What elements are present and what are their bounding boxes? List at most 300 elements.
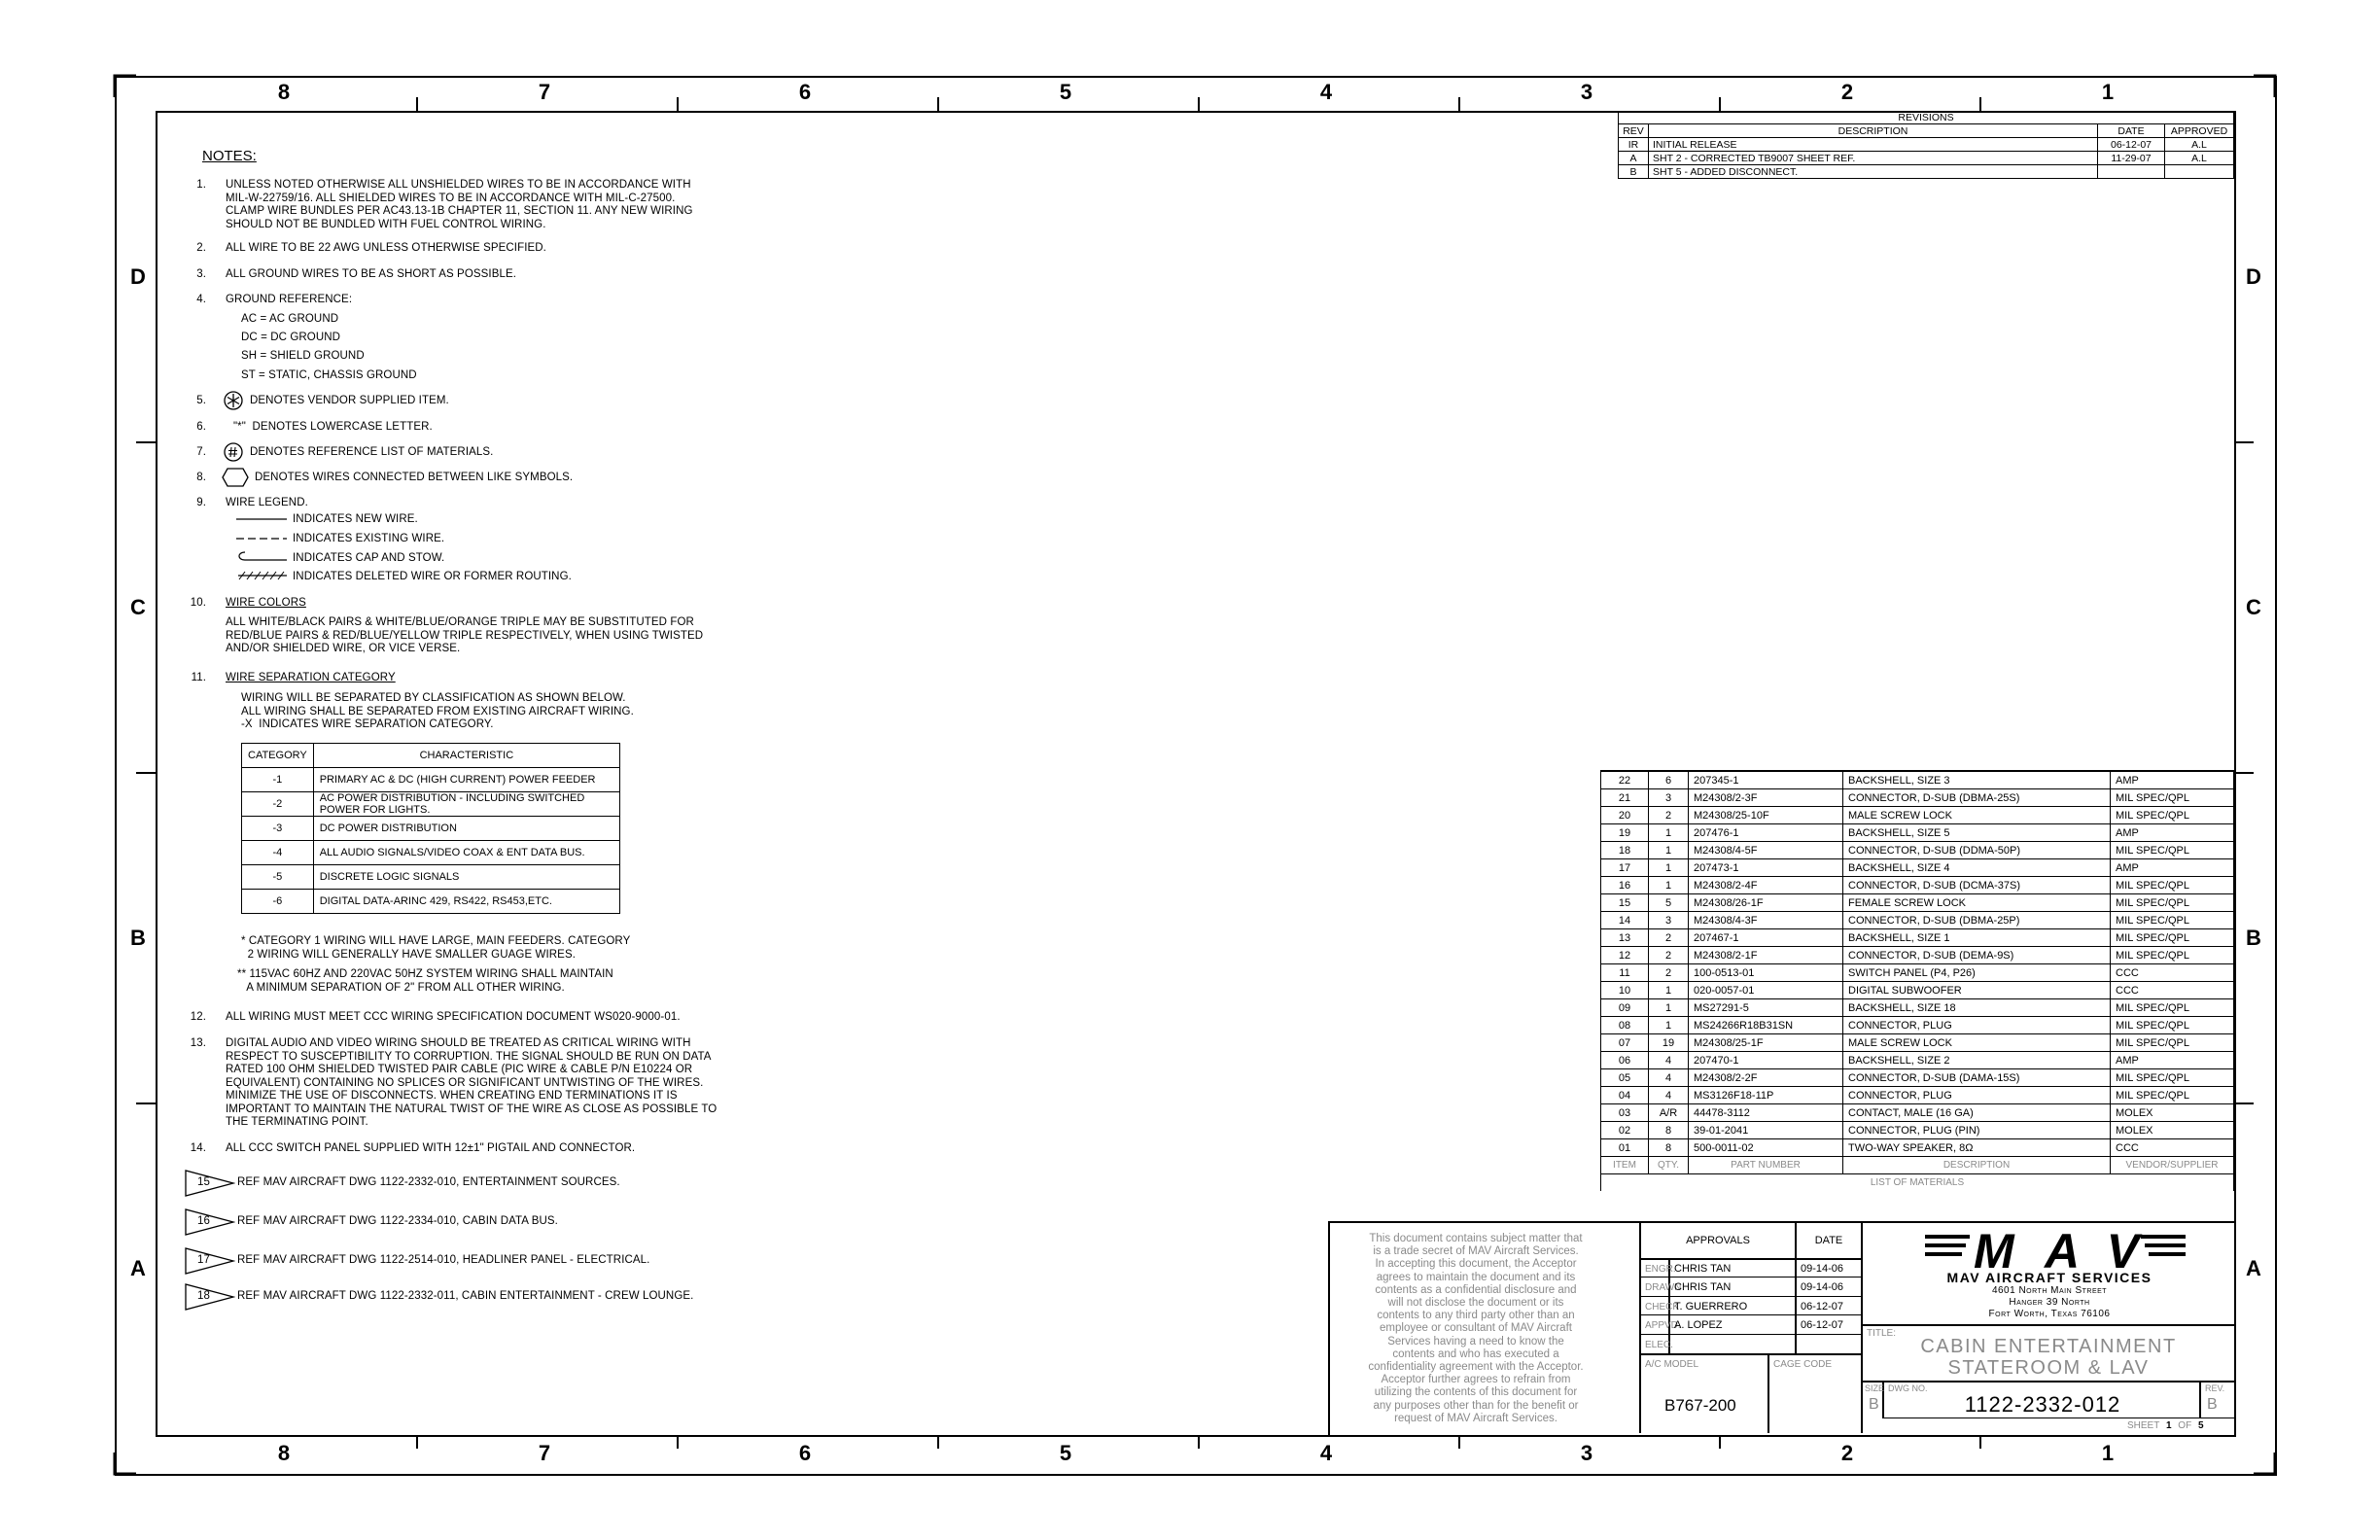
flag-icon xyxy=(185,1283,235,1311)
flag-number: 17 xyxy=(197,1254,210,1266)
zone-tick xyxy=(416,97,418,111)
hexagon-symbol-icon xyxy=(222,467,249,488)
qty-cell: 4 xyxy=(1649,1069,1689,1087)
qty-cell: 2 xyxy=(1649,947,1689,964)
description-cell: CONNECTOR, D-SUB (DAMA-15S) xyxy=(1843,1069,2111,1087)
flag-icon xyxy=(185,1208,235,1236)
note-number: 5. xyxy=(196,395,206,406)
part-number-cell: M24308/2-1F xyxy=(1689,947,1843,964)
description-cell: TWO-WAY SPEAKER, 8Ω xyxy=(1843,1139,2111,1157)
note-number: 12. xyxy=(190,1011,206,1023)
note-number: 10. xyxy=(190,597,206,609)
table-header: DATE xyxy=(2098,124,2165,138)
item-cell: 01 xyxy=(1601,1139,1649,1157)
rev-cell: B xyxy=(1619,165,1649,179)
approval-role: APPVD. xyxy=(1645,1320,1681,1331)
item-cell: 09 xyxy=(1601,999,1649,1017)
divider xyxy=(1863,1381,2234,1382)
zone-col-label: 1 xyxy=(2101,1441,2115,1465)
item-cell: 12 xyxy=(1601,947,1649,964)
vendor-cell: MOLEX xyxy=(2111,1122,2234,1139)
approval-role: ENGR. xyxy=(1645,1264,1676,1275)
description-cell: CONNECTOR, D-SUB (DBMA-25P) xyxy=(1843,912,2111,929)
table-row xyxy=(1601,982,2234,999)
table-header: DESCRIPTION xyxy=(1649,124,2098,138)
reference-text: REF MAV AIRCRAFT DWG 1122-2334-010, CABIN DATA BUS. xyxy=(237,1215,558,1227)
zone-tick xyxy=(1458,97,1460,111)
category-cell: -5 xyxy=(242,865,314,890)
note-text: WIRE LEGEND. xyxy=(226,497,308,508)
table-row xyxy=(1601,929,2234,947)
table-row xyxy=(1601,1069,2234,1087)
approval-date: 06-12-07 xyxy=(1801,1319,1844,1331)
description-cell: SHT 5 - ADDED DISCONNECT. xyxy=(1649,165,2098,179)
note-text: ALL GROUND WIRES TO BE AS SHORT AS POSSIBLE. xyxy=(226,268,517,280)
reference-text: REF MAV AIRCRAFT DWG 1122-2514-010, HEADLINER PANEL - ELECTRICAL. xyxy=(237,1254,650,1266)
qty-cell: 3 xyxy=(1649,789,1689,807)
zone-col-label: 7 xyxy=(538,80,551,104)
qty-cell: 1 xyxy=(1649,1017,1689,1034)
characteristic-cell: ALL AUDIO SIGNALS/VIDEO COAX & ENT DATA BUS. xyxy=(313,841,619,865)
item-cell: 21 xyxy=(1601,789,1649,807)
zone-tick xyxy=(1979,1435,1981,1449)
date-cell: 06-12-07 xyxy=(2098,138,2165,152)
zone-tick xyxy=(1458,1435,1460,1449)
qty-cell: 2 xyxy=(1649,929,1689,947)
item-cell: 08 xyxy=(1601,1017,1649,1034)
item-cell: 22 xyxy=(1601,771,1649,789)
approved-cell: A.L xyxy=(2165,138,2234,152)
zone-col-label: 4 xyxy=(1319,80,1333,104)
category-cell: -1 xyxy=(242,768,314,792)
qty-cell: 2 xyxy=(1649,807,1689,824)
zone-tick xyxy=(416,1435,418,1449)
zone-tick xyxy=(677,1435,679,1449)
description-cell: BACKSHELL, SIZE 18 xyxy=(1843,999,2111,1017)
qty-cell: 4 xyxy=(1649,1087,1689,1104)
note-number: 9. xyxy=(196,497,206,508)
table-row xyxy=(1601,842,2234,859)
zone-tick xyxy=(1198,97,1200,111)
note-text: ALL WIRE TO BE 22 AWG UNLESS OTHERWISE SPECIFIED. xyxy=(226,242,546,254)
description-cell: MALE SCREW LOCK xyxy=(1843,1034,2111,1052)
table-header: REV xyxy=(1619,124,1649,138)
table-row xyxy=(1619,165,2234,179)
note-number: 13. xyxy=(190,1037,206,1049)
zone-tick xyxy=(1198,1435,1200,1449)
zone-col-label: 2 xyxy=(1840,1441,1854,1465)
qty-cell: 5 xyxy=(1649,894,1689,912)
rev-cell: IR xyxy=(1619,138,1649,152)
note-number: 2. xyxy=(196,242,206,254)
vendor-cell: MIL SPEC/QPL xyxy=(2111,894,2234,912)
vendor-cell: MIL SPEC/QPL xyxy=(2111,929,2234,947)
zone-col-label: 5 xyxy=(1059,80,1072,104)
wire-legend-text: INDICATES DELETED WIRE OR FORMER ROUTING. xyxy=(293,571,572,582)
zone-col-label: 8 xyxy=(277,1441,291,1465)
table-header: ITEM xyxy=(1601,1157,1649,1174)
part-number-cell: M24308/25-1F xyxy=(1689,1034,1843,1052)
approval-role: ELEC. xyxy=(1645,1340,1673,1350)
item-cell: 16 xyxy=(1601,877,1649,894)
table-row xyxy=(1601,1017,2234,1034)
description-cell: SHT 2 - CORRECTED TB9007 SHEET REF. xyxy=(1649,152,2098,165)
note-number: 8. xyxy=(196,472,206,483)
zone-row-label: B xyxy=(2246,926,2261,950)
divider xyxy=(1641,1334,1861,1335)
divider xyxy=(1768,1353,1769,1433)
divider xyxy=(2199,1381,2201,1418)
logo-text: MAV xyxy=(1974,1227,2139,1274)
wire-legend-text: INDICATES CAP AND STOW. xyxy=(293,552,445,564)
qty-cell: 19 xyxy=(1649,1034,1689,1052)
zone-col-label: 8 xyxy=(277,80,291,104)
flag-icon xyxy=(185,1170,235,1197)
item-cell: 14 xyxy=(1601,912,1649,929)
note-text: ALL WIRING MUST MEET CCC WIRING SPECIFICATION DOCUMENT WS020-9000-01. xyxy=(226,1011,681,1023)
table-row xyxy=(1601,1087,2234,1104)
qty-cell: 1 xyxy=(1649,824,1689,842)
zone-tick xyxy=(136,441,156,443)
table-row xyxy=(1601,1052,2234,1069)
part-number-cell: MS27291-5 xyxy=(1689,999,1843,1017)
table-row xyxy=(1601,947,2234,964)
divider xyxy=(1861,1221,1863,1433)
table-row xyxy=(1601,964,2234,982)
size-label: SIZE xyxy=(1865,1383,1885,1393)
qty-cell: 1 xyxy=(1649,842,1689,859)
note-number: 3. xyxy=(196,268,206,280)
ground-ref: ST = STATIC, CHASSIS GROUND xyxy=(241,369,417,381)
drawing-number: 1122-2332-012 xyxy=(1964,1392,2121,1417)
item-cell: 13 xyxy=(1601,929,1649,947)
part-number-cell: 100-0513-01 xyxy=(1689,964,1843,982)
part-number-cell: 207473-1 xyxy=(1689,859,1843,877)
vendor-cell: MIL SPEC/QPL xyxy=(2111,1034,2234,1052)
vendor-cell: CCC xyxy=(2111,964,2234,982)
vendor-cell: MOLEX xyxy=(2111,1104,2234,1122)
vendor-cell: MIL SPEC/QPL xyxy=(2111,789,2234,807)
description-cell: BACKSHELL, SIZE 3 xyxy=(1843,771,2111,789)
vendor-cell: MIL SPEC/QPL xyxy=(2111,877,2234,894)
company-address: 4601 North Main Street xyxy=(1991,1285,2108,1296)
flag-number: 16 xyxy=(197,1215,210,1227)
divider xyxy=(1641,1258,1861,1260)
approval-name: CHRIS TAN xyxy=(1674,1281,1732,1293)
zone-row-label: A xyxy=(130,1256,146,1280)
item-cell: 18 xyxy=(1601,842,1649,859)
description-cell: INITIAL RELEASE xyxy=(1649,138,2098,152)
part-number-cell: 207470-1 xyxy=(1689,1052,1843,1069)
approvals-header: APPROVALS xyxy=(1686,1235,1750,1246)
description-cell: CONNECTOR, PLUG xyxy=(1843,1017,2111,1034)
table-row xyxy=(242,792,620,817)
table-row xyxy=(1601,859,2234,877)
ac-model-label: A/C MODEL xyxy=(1645,1359,1699,1370)
characteristic-cell: PRIMARY AC & DC (HIGH CURRENT) POWER FEEDER xyxy=(313,768,619,792)
item-cell: 11 xyxy=(1601,964,1649,982)
ac-model: B767-200 xyxy=(1664,1396,1736,1415)
zone-col-label: 3 xyxy=(1580,1441,1593,1465)
zone-row-label: A xyxy=(2246,1256,2261,1280)
qty-cell: 1 xyxy=(1649,859,1689,877)
separation-footnote: * CATEGORY 1 WIRING WILL HAVE LARGE, MAIN FEEDERS. CATEGORY 2 WIRING WILL GENERALLY HAVE SMALLER GUAGE WIRES. xyxy=(241,935,631,961)
zone-row-label: D xyxy=(2246,264,2261,289)
reference-text: REF MAV AIRCRAFT DWG 1122-2332-010, ENTERTAINMENT SOURCES. xyxy=(237,1176,620,1188)
note-number: 11. xyxy=(191,672,206,683)
company-name: MAV AIRCRAFT SERVICES xyxy=(1946,1270,2152,1285)
description-cell: DIGITAL SUBWOOFER xyxy=(1843,982,2111,999)
vendor-cell: MIL SPEC/QPL xyxy=(2111,1087,2234,1104)
zone-tick xyxy=(136,1102,156,1104)
part-number-cell: M24308/2-2F xyxy=(1689,1069,1843,1087)
rev-value: B xyxy=(2207,1396,2218,1413)
wire-legend-text: INDICATES NEW WIRE. xyxy=(293,513,418,525)
divider xyxy=(1641,1353,1861,1355)
revisions-table xyxy=(1618,111,2234,179)
table-row xyxy=(1601,999,2234,1017)
description-cell: BACKSHELL, SIZE 5 xyxy=(1843,824,2111,842)
table-row xyxy=(242,890,620,914)
vendor-cell: AMP xyxy=(2111,771,2234,789)
description-cell: CONNECTOR, D-SUB (DEMA-9S) xyxy=(1843,947,2111,964)
description-cell: CONNECTOR, D-SUB (DCMA-37S) xyxy=(1843,877,2111,894)
part-number-cell: 44478-3112 xyxy=(1689,1104,1843,1122)
note-number: 4. xyxy=(196,294,206,305)
zone-col-label: 2 xyxy=(1840,80,1854,104)
qty-cell: 8 xyxy=(1649,1139,1689,1157)
part-number-cell: M24308/26-1F xyxy=(1689,894,1843,912)
part-number-cell: 207345-1 xyxy=(1689,771,1843,789)
notes-title: NOTES: xyxy=(202,148,257,164)
zone-col-label: 4 xyxy=(1319,1441,1333,1465)
approval-name: CHRIS TAN xyxy=(1674,1263,1732,1275)
vendor-cell: CCC xyxy=(2111,1139,2234,1157)
description-cell: CONNECTOR, PLUG (PIN) xyxy=(1843,1122,2111,1139)
item-cell: 07 xyxy=(1601,1034,1649,1052)
divider xyxy=(1641,1314,1861,1315)
approval-date: 09-14-06 xyxy=(1801,1263,1844,1275)
qty-cell: 4 xyxy=(1649,1052,1689,1069)
zone-tick xyxy=(677,97,679,111)
note-number: 7. xyxy=(196,446,206,458)
approval-role: DRAWN xyxy=(1645,1282,1682,1293)
characteristic-cell: DISCRETE LOGIC SIGNALS xyxy=(313,865,619,890)
wire-legend-text: INDICATES EXISTING WIRE. xyxy=(293,533,445,544)
description-cell: CONNECTOR, D-SUB (DDMA-50P) xyxy=(1843,842,2111,859)
description-cell: CONNECTOR, D-SUB (DBMA-25S) xyxy=(1843,789,2111,807)
table-row xyxy=(1619,152,2234,165)
qty-cell: 3 xyxy=(1649,912,1689,929)
qty-cell: A/R xyxy=(1649,1104,1689,1122)
flag-icon xyxy=(185,1247,235,1275)
materials-table xyxy=(1600,770,2234,1191)
item-cell: 04 xyxy=(1601,1087,1649,1104)
table-row xyxy=(1601,1034,2234,1052)
table-header: APPROVED xyxy=(2165,124,2234,138)
table-row xyxy=(1619,138,2234,152)
ground-ref: DC = DC GROUND xyxy=(241,332,341,343)
table-header: DESCRIPTION xyxy=(1843,1157,2111,1174)
description-cell: BACKSHELL, SIZE 1 xyxy=(1843,929,2111,947)
sheet-number: 1 xyxy=(2165,1420,2172,1431)
part-number-cell: 207467-1 xyxy=(1689,929,1843,947)
flag-number: 18 xyxy=(197,1290,210,1302)
company-address: Fort Worth, Texas 76106 xyxy=(1988,1309,2111,1319)
zone-col-label: 1 xyxy=(2101,80,2115,104)
zone-col-label: 6 xyxy=(798,1441,812,1465)
table-header: CHARACTERISTIC xyxy=(313,744,619,768)
table-header: CATEGORY xyxy=(242,744,314,768)
mav-logo-icon xyxy=(1925,1227,2188,1274)
separation-text: WIRING WILL BE SEPARATED BY CLASSIFICATION AS SHOWN BELOW. ALL WIRING SHALL BE SEPARATED FROM EXISTING AIRCRAFT WIRING. -X INDICATES WIRE SEPARATION CATEGORY. xyxy=(241,692,634,730)
item-cell: 10 xyxy=(1601,982,1649,999)
rev-label: REV. xyxy=(2205,1383,2225,1393)
description-cell: SWITCH PANEL (P4, P26) xyxy=(1843,964,2111,982)
separation-footnote: ** 115VAC 60HZ AND 220VAC 50HZ SYSTEM WIRING SHALL MAINTAIN A MINIMUM SEPARATION OF 2" FROM ALL OTHER WIRING. xyxy=(237,968,613,994)
materials-title: LIST OF MATERIALS xyxy=(1601,1174,2234,1192)
vendor-supplied-icon xyxy=(223,390,244,411)
divider xyxy=(1863,1324,2234,1326)
zone-tick xyxy=(1719,1435,1721,1449)
category-cell: -4 xyxy=(242,841,314,865)
size-value: B xyxy=(1869,1396,1879,1413)
vendor-cell: AMP xyxy=(2111,824,2234,842)
category-cell: -3 xyxy=(242,817,314,841)
vendor-cell: MIL SPEC/QPL xyxy=(2111,807,2234,824)
zone-tick xyxy=(2234,1102,2254,1104)
note-text: "*" DENOTES LOWERCASE LETTER. xyxy=(233,421,433,433)
table-row xyxy=(1601,1104,2234,1122)
note-number: 14. xyxy=(190,1142,206,1154)
approval-date: 09-14-06 xyxy=(1801,1281,1844,1293)
date-header: DATE xyxy=(1814,1235,1843,1246)
vendor-cell: MIL SPEC/QPL xyxy=(2111,947,2234,964)
ground-ref: SH = SHIELD GROUND xyxy=(241,350,365,362)
zone-tick xyxy=(1979,97,1981,111)
table-row xyxy=(242,865,620,890)
proprietary-notice: This document contains subject matter that is a trade secret of MAV Aircraft Services. In accepting this document, the Acceptor agrees to maintain the document and its contents as a confidential disclosure and will not disclose the document or its contents to any third party other than an employee or consultant of MAV Aircraft Services having a need to know the contents and who has executed a confidentiality agreement with the Acceptor. Acceptor further agrees to refrain from utilizing the contents of this document for any purposes other than for the benefit or request of MAV Aircraft Services. xyxy=(1368,1233,1584,1424)
part-number-cell: 207476-1 xyxy=(1689,824,1843,842)
table-row xyxy=(242,768,620,792)
item-cell: 19 xyxy=(1601,824,1649,842)
of-label: OF xyxy=(2178,1420,2192,1431)
sheet-total: 5 xyxy=(2197,1420,2204,1431)
zone-tick xyxy=(1719,97,1721,111)
cage-code-label: CAGE CODE xyxy=(1773,1359,1833,1370)
description-cell: CONTACT, MALE (16 GA) xyxy=(1843,1104,2111,1122)
note-text: DENOTES REFERENCE LIST OF MATERIALS. xyxy=(250,446,494,458)
vendor-cell: MIL SPEC/QPL xyxy=(2111,1069,2234,1087)
part-number-cell: 500-0011-02 xyxy=(1689,1139,1843,1157)
note-text: DENOTES VENDOR SUPPLIED ITEM. xyxy=(250,395,449,406)
reference-list-icon xyxy=(223,441,244,463)
title-label: TITLE: xyxy=(1867,1328,1897,1339)
qty-cell: 1 xyxy=(1649,877,1689,894)
zone-row-label: D xyxy=(130,264,146,289)
description-cell: CONNECTOR, PLUG xyxy=(1843,1087,2111,1104)
vendor-cell: MIL SPEC/QPL xyxy=(2111,842,2234,859)
drawing-title: CABIN ENTERTAINMENT xyxy=(1920,1336,2177,1357)
description-cell: BACKSHELL, SIZE 4 xyxy=(1843,859,2111,877)
vendor-cell: CCC xyxy=(2111,982,2234,999)
part-number-cell: M24308/25-10F xyxy=(1689,807,1843,824)
item-cell: 02 xyxy=(1601,1122,1649,1139)
zone-tick xyxy=(937,97,939,111)
table-row xyxy=(1601,824,2234,842)
qty-cell: 1 xyxy=(1649,999,1689,1017)
part-number-cell: 39-01-2041 xyxy=(1689,1122,1843,1139)
approved-cell xyxy=(2165,165,2234,179)
sheet-info xyxy=(2127,1420,2204,1431)
note-text: WIRE COLORS xyxy=(226,597,306,609)
approved-cell: A.L xyxy=(2165,152,2234,165)
table-row xyxy=(242,841,620,865)
vendor-cell: MIL SPEC/QPL xyxy=(2111,999,2234,1017)
vendor-cell: MIL SPEC/QPL xyxy=(2111,1017,2234,1034)
item-cell: 20 xyxy=(1601,807,1649,824)
item-cell: 05 xyxy=(1601,1069,1649,1087)
characteristic-cell: DC POWER DISTRIBUTION xyxy=(313,817,619,841)
part-number-cell: MS24266R18B31SN xyxy=(1689,1017,1843,1034)
description-cell: FEMALE SCREW LOCK xyxy=(1843,894,2111,912)
divider xyxy=(1641,1296,1861,1297)
table-row xyxy=(1601,877,2234,894)
approval-name: A. LOPEZ xyxy=(1674,1319,1723,1331)
description-cell: MALE SCREW LOCK xyxy=(1843,807,2111,824)
zone-tick xyxy=(136,772,156,774)
separation-table xyxy=(241,743,620,914)
zone-tick xyxy=(2234,441,2254,443)
item-cell: 06 xyxy=(1601,1052,1649,1069)
table-header: VENDOR/SUPPLIER xyxy=(2111,1157,2234,1174)
date-cell xyxy=(2098,165,2165,179)
zone-col-label: 7 xyxy=(538,1441,551,1465)
part-number-cell: M24308/2-4F xyxy=(1689,877,1843,894)
rev-cell: A xyxy=(1619,152,1649,165)
approval-name: T. GUERRERO xyxy=(1674,1301,1748,1312)
sheet-label: SHEET xyxy=(2127,1420,2160,1431)
zone-tick xyxy=(2234,772,2254,774)
qty-cell: 1 xyxy=(1649,982,1689,999)
zone-row-label: C xyxy=(130,595,146,619)
note-text: WIRE SEPARATION CATEGORY xyxy=(226,672,396,683)
note-text: DIGITAL AUDIO AND VIDEO WIRING SHOULD BE TREATED AS CRITICAL WIRING WITH RESPECT TO SUSCEPTIBILITY TO CORRUPTION. THE SIGNAL SHOULD BE RUN ON DATA RATED 100 OHM SHIELDED TWISTED PAIR CABLE (PIC WIRE & CABLE P/N E10224 OR EQUIVALENT) CONTAINING NO SPLICES OR SIGNIFICANT UNTWISTING OF THE WIRES. MINIMIZE THE USE OF DISCONNECTS. WHEN CREATING END TERMINATIONS IT IS IMPORTANT TO MAINTAIN THE NATURAL TWIST OF THE WIRE AS CLOSE AS POSSIBLE TO THE TERMINATING POINT. xyxy=(226,1037,718,1128)
wire-legend-symbols xyxy=(233,511,292,589)
vendor-cell: MIL SPEC/QPL xyxy=(2111,912,2234,929)
part-number-cell: MS3126F18-11P xyxy=(1689,1087,1843,1104)
drawing-title: STATEROOM & LAV xyxy=(1947,1357,2150,1379)
qty-cell: 2 xyxy=(1649,964,1689,982)
divider xyxy=(1639,1221,1641,1433)
table-row xyxy=(1601,894,2234,912)
vendor-cell: AMP xyxy=(2111,859,2234,877)
flag-number: 15 xyxy=(197,1176,210,1188)
divider xyxy=(1641,1277,1861,1278)
table-row xyxy=(1601,1122,2234,1139)
note-number: 6. xyxy=(196,421,206,433)
note-number: 1. xyxy=(196,179,206,191)
company-address: Hanger 39 North xyxy=(2009,1297,2090,1308)
table-row xyxy=(1601,1139,2234,1157)
vendor-cell: AMP xyxy=(2111,1052,2234,1069)
table-row xyxy=(1601,771,2234,789)
table-row xyxy=(242,817,620,841)
part-number-cell: M24308/2-3F xyxy=(1689,789,1843,807)
date-cell: 11-29-07 xyxy=(2098,152,2165,165)
part-number-cell: M24308/4-3F xyxy=(1689,912,1843,929)
zone-col-label: 3 xyxy=(1580,80,1593,104)
